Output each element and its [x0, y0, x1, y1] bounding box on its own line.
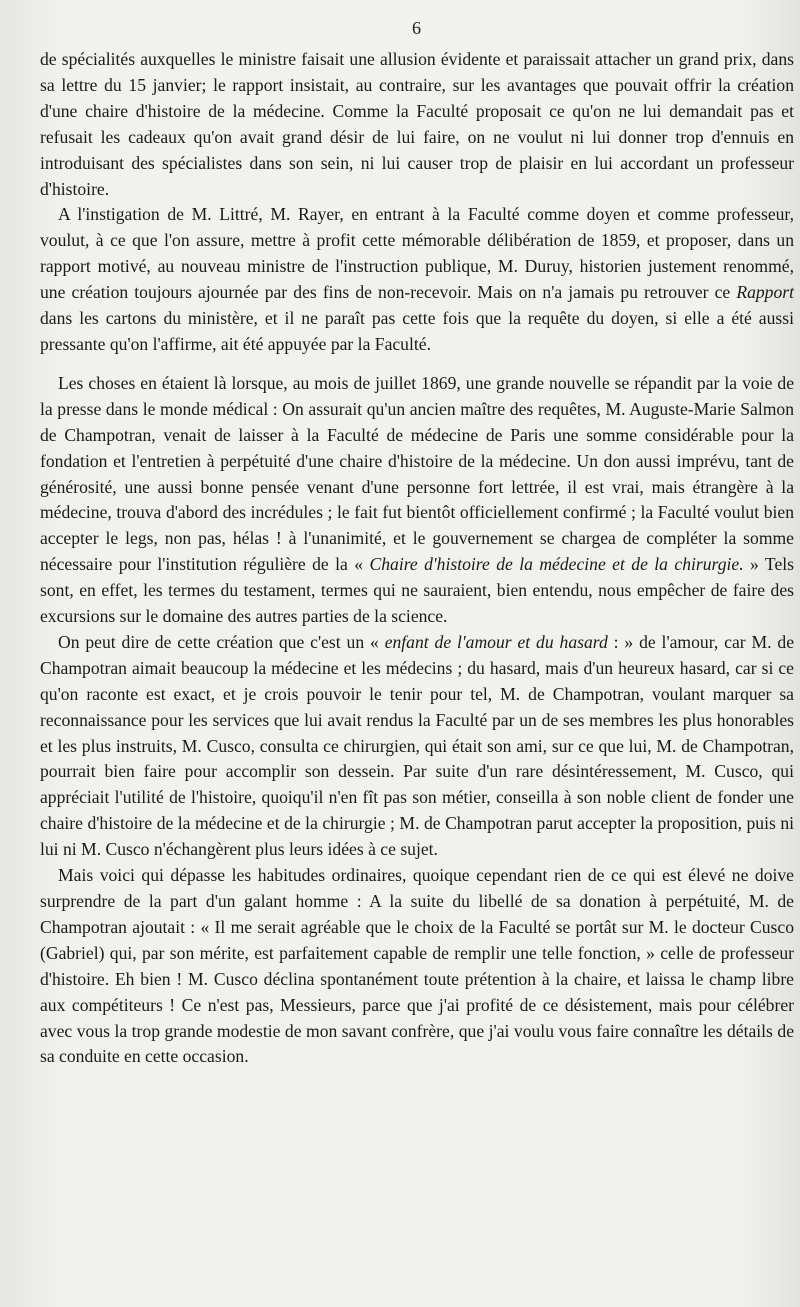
paragraph-2-text-a: A l'instigation de M. Littré, M. Rayer, en entrant à la Faculté comme doyen et comme professeur, voulut, à ce que l'on assure, mettre à profit cette mémorable délibération de 1859, et proposer, dans un rapport motivé, au nouveau ministre de l'instruction publique, M. Duruy, historien justement renommé, une création toujours ajournée par des fins de non-recevoir. Mais on n'a jamais pu retrouver ce [40, 204, 794, 303]
page-number: 6 [412, 18, 422, 38]
paragraph-5 [40, 863, 794, 1070]
paragraph-1-text: de spécialités auxquelles le ministre faisait une allusion évidente et paraissait attacher un grand prix, dans sa lettre du 15 janvier; le rapport insistait, au contraire, sur les avantages que pouvait offrir la création d'une chaire d'histoire de la médecine. Comme la Faculté proposait ce qu'on ne lui demandait pas et refusait les cadeaux qu'on avait grand désir de lui faire, on ne voulut ni lui donner trop d'ennuis en introduisant des spécialistes dans son sein, ni lui causer trop de plaisir en lui accordant un professeur d'histoire. [40, 49, 794, 199]
paragraph-4-italic-enfant: enfant de l'amour et du hasard [384, 631, 608, 652]
paragraph-3-italic-chaire: Chaire d'histoire de la médecine et de la chirurgie. [369, 554, 744, 575]
paragraph-2-italic-rapport: Rapport [736, 282, 794, 303]
paragraph-3-text-a: Les choses en étaient là lorsque, au mois de juillet 1869, une grande nouvelle se répandit par la voie de la presse dans le monde médical : On assurait qu'un ancien maître des requêtes, M. Auguste-Marie Salmon de Champotran, venait de laisser à la Faculté de médecine de Paris une somme considérable pour la fondation et l'entretien à perpétuité d'une chaire d'histoire de la médecine. Un don aussi imprévu, tant de générosité, une aussi bonne pensée venant d'une personne fort lettrée, il est vrai, mais étrangère à la médecine, trouva d'abord des incrédules ; le fait fut bientôt officiellement confirmé ; la Faculté voulut bien accepter le legs, non pas, hélas ! à l'unanimité, et le gouvernement se chargea de compléter la somme nécessaire pour l'institution régulière de la « [40, 372, 794, 575]
paragraph-2 [40, 202, 794, 357]
paragraph-2-text-b: dans les cartons du ministère, et il ne paraît pas cette fois que la requête du doyen, si elle a été aussi pressante qu'on l'affirme, ait été appuyée par la Faculté. [40, 308, 794, 354]
paragraph-4-text-b: : » de l'amour, car M. de Champotran aimait beaucoup la médecine et les médecins ; du hasard, mais d'un heureux hasard, car si ce qu'on raconte est exact, et je crois pouvoir le tenir pour tel, M. de Champotran, voulant marquer sa reconnaissance pour les services que lui avait rendus la Faculté par un de ses membres les plus honorables et les plus instruits, M. Cusco, consulta ce chirurgien, qui était son ami, sur ce que lui, M. de Champotran, pourrait bien faire pour accomplir son dessein. Par suite d'un rare désintéressement, M. Cusco, qui appréciait l'utilité de l'histoire, quoiqu'il n'en fît pas son métier, conseilla à son noble client de fonder une chaire d'histoire de la médecine et de la chirurgie ; M. de Champotran parut accepter la proposition, puis ni lui ni M. Cusco n'échangèrent plus leurs idées à ce sujet. [40, 631, 795, 860]
paragraph-1 [40, 47, 794, 202]
paragraph-5-text: Mais voici qui dépasse les habitudes ordinaires, quoique cependant rien de ce qui est élevé ne doive surprendre de la part d'un galant homme : A la suite du libellé de sa donation à perpétuité, M. de Champotran ajoutait : « Il me serait agréable que le choix de la Faculté se portât sur M. le docteur Cusco (Gabriel) qui, par son mérite, est parfaitement capable de remplir une telle fonction, » celle de professeur d'histoire. Eh bien ! M. Cusco déclina spontanément toute prétention à la chaire, et laissa le champ libre aux compétiteurs ! Ce n'est pas, Messieurs, parce que j'ai profité de ce désistement, mais pour célébrer avec vous la trop grande modestie de mon savant confrère, que j'ai voulu vous faire connaître les détails de sa conduite en cette occasion. [40, 865, 794, 1067]
paragraph-4 [40, 630, 794, 863]
paragraph-3 [40, 371, 794, 630]
paragraph-4-text-a: On peut dire de cette création que c'est un « [58, 631, 385, 652]
paragraph-3-text-b: » Tels sont, en effet, les termes du testament, termes qui ne sauraient, bien entendu, nous empêcher de faire des excursions sur le domaine des autres parties de la science. [40, 554, 794, 627]
